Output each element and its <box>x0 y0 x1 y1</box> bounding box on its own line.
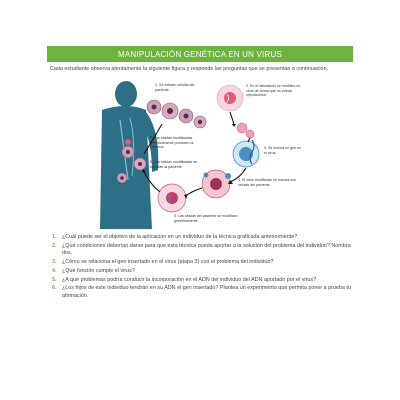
question-number: 3. <box>52 259 57 265</box>
question-number: 4. <box>52 267 57 274</box>
modified-patient-cell <box>158 184 186 212</box>
caption-step-4: 4. El virus modificado se mezcla con células del paciente. <box>238 178 297 187</box>
question-text: ¿Los hijos de este individuo tendrán en su ADN el gen insertado? Plantea un experimento que permita poner a prueba tu afirmación. <box>62 285 351 299</box>
page-title: MANIPULACIÓN GENÉTICA EN UN VIRUS <box>47 46 353 62</box>
question-number: 1. <box>52 234 57 240</box>
question-number: 5. <box>52 276 57 283</box>
list-item <box>52 277 352 284</box>
caption-step-2: 2. En el laboratorio se modifica un virus de forma que no pueda reproducirse. <box>246 84 301 98</box>
list-item <box>52 259 352 266</box>
question-text: ¿Cuál puede ser el objetivo de la aplicación en un individuo de la técnica graficada anteriormente? <box>62 234 298 240</box>
caption-step-5: 5. Las células del paciente se modifican genéticamente. <box>174 214 238 223</box>
caption-step-3: 3. Se inserta un gen en el virus. <box>264 146 302 155</box>
question-text: ¿Cómo se relaciona el gen insertado en el virus (etapa 3) con el problema del individuo? <box>62 259 274 265</box>
lab-virus <box>217 85 243 111</box>
gene-therapy-figure <box>100 80 306 229</box>
caption-step-7: 7. Las células modificadas genéticamente producen la proteína. <box>150 136 194 150</box>
list-item <box>52 234 352 241</box>
caption-step-1: 1. Se extraen células del paciente. <box>155 83 195 92</box>
question-list <box>52 234 352 302</box>
list-item <box>52 285 352 300</box>
question-number: 6. <box>52 285 57 292</box>
question-text: ¿A qué problemas podría conducir la incorporación en el ADN del individuo del ADN aportado por el virus? <box>62 276 317 283</box>
question-text: ¿Qué función cumple el virus? <box>62 267 135 274</box>
caption-step-6: 6. Las células modificadas se inyectan al paciente. <box>150 160 197 169</box>
question-number: 2. <box>52 242 57 249</box>
question-text: ¿Qué condiciones deberían darse para que esta técnica pueda aportar a la solución del problema del individuo? Nombra dos. <box>62 242 351 257</box>
list-item <box>52 243 352 258</box>
list-item <box>52 268 352 275</box>
intro-text: Cada estudiante observa atentamente la siguiente figura y responde las preguntas que se presentan a continuación. <box>50 66 329 72</box>
